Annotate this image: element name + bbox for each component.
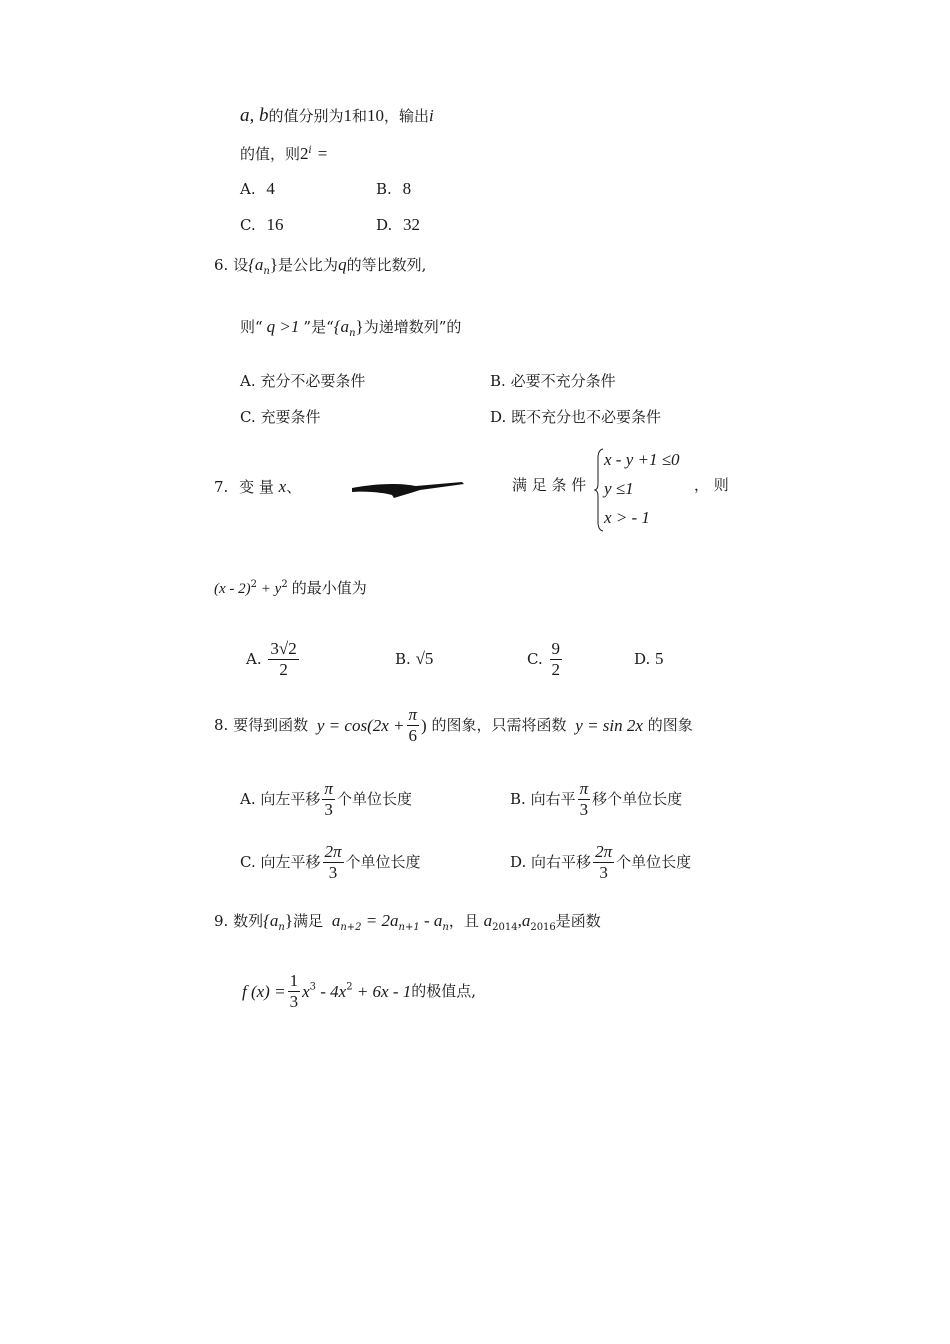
q5-line1: a, b的值分别为1和10，输出i	[240, 105, 434, 126]
q7-text2: 满 足 条 件	[512, 476, 587, 494]
q8-option-c: C. 向左平移 $\frac{2\pi}{3}$ 个单位长度	[240, 842, 421, 882]
q9-line2: f (x) = $\frac{1}{3}$ $x^3 - 4x^2 + 6x - 1$的极值点,	[242, 971, 477, 1011]
system-brace	[594, 448, 604, 532]
q7-option-d: D. 5	[634, 649, 664, 668]
q5-option-a: A. 4	[240, 179, 275, 198]
q9-line1: 9. 数列$\{a_n\}$满足 $a_{n+2} = 2a_{n+1} - a_n$，且 $a_{2014},a_{2016}$是函数	[214, 911, 601, 933]
q7-option-b: B. √5	[395, 649, 434, 668]
q5-option-c: C. 16	[240, 215, 284, 234]
q5-vars: a, b	[240, 105, 269, 126]
scan-artifact-stroke	[350, 478, 466, 500]
q7-line2: $(x - 2)^2 + y^2$ 的最小值为	[214, 579, 367, 597]
q6-line1: 6. 设$\{a_n\}$是公比为q的等比数列,	[214, 255, 427, 277]
q5-line2: 的值，则$2^i$ =	[240, 144, 328, 163]
system-line-2: y ≤1	[604, 479, 634, 498]
q6-option-d: D. 既不充分也不必要条件	[490, 408, 662, 426]
q8-option-a: A. 向左平移 $\frac{\pi}{3}$ 个单位长度	[240, 779, 412, 819]
q7-option-a: A. $\frac{3√2}{2}$	[246, 639, 297, 679]
q8-line1: 8. 要得到函数 y = cos(2x + $\frac{\pi}{6}$ ) 的图象，只需将函数 y = sin 2x 的图象	[214, 705, 693, 745]
q6-line2: 则“ q >1 ”是“$\{a_n\}$为递增数列”的	[240, 317, 462, 339]
q6-option-b: B. 必要不充分条件	[490, 372, 616, 390]
q7-option-c: C. $\frac{9}{2}$	[527, 639, 560, 679]
system-line-3: x > - 1	[604, 508, 650, 527]
q5-option-b: B. 8	[376, 179, 412, 198]
q9-frac: $\frac{1}{3}$	[289, 971, 299, 1011]
q7-text3: ， 则	[694, 476, 729, 494]
q7-option-c-frac: $\frac{9}{2}$	[551, 639, 560, 679]
q7-option-a-frac: $\frac{3√2}{2}$	[270, 639, 297, 679]
q5-option-d: D. 32	[376, 215, 421, 234]
system-line-1: x - y +1 ≤0	[604, 450, 680, 469]
q8-option-b: B. 向右平 $\frac{\pi}{3}$ 移个单位长度	[510, 779, 683, 819]
q8-option-d: D. 向右平移 $\frac{2\pi}{3}$ 个单位长度	[510, 842, 692, 882]
q8-f1-frac: $\frac{\pi}{6}$	[408, 705, 418, 745]
q7-line1: 7. 变 量 x、	[214, 477, 302, 496]
q6-option-c: C. 充要条件	[240, 408, 321, 426]
q6-option-a: A. 充分不必要条件	[240, 372, 366, 390]
